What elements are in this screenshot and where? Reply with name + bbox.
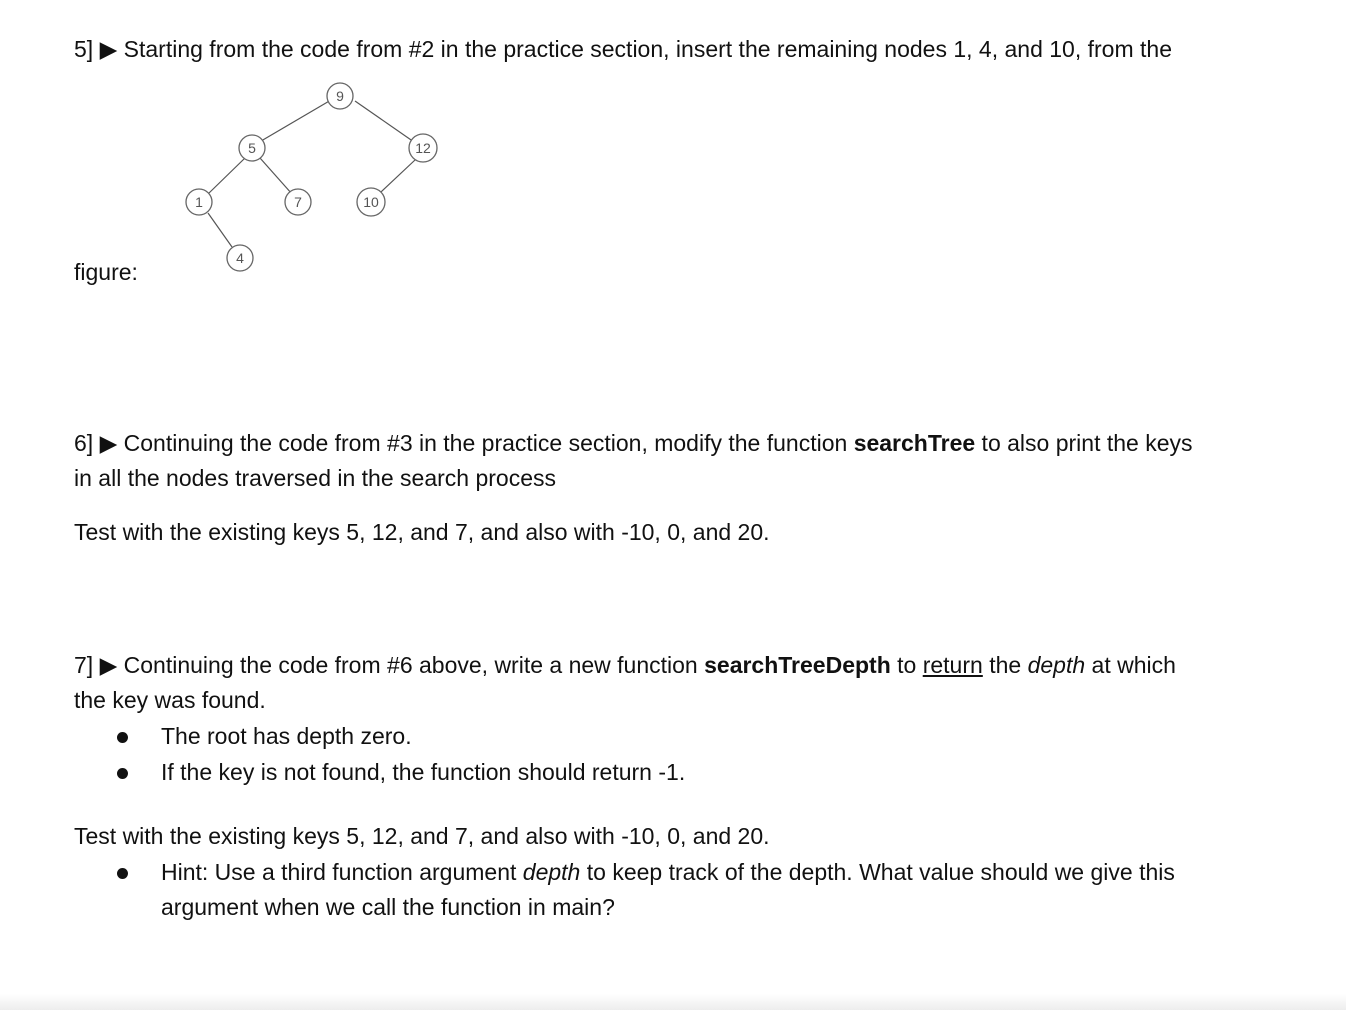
bullet-icon [117, 768, 128, 779]
tree-node-12 [409, 134, 437, 162]
q7-text-line1 [74, 650, 1176, 680]
tree-node-label: 1 [195, 194, 203, 210]
q7-prefix: 7] ▶ Continuing the code from #6 above, write a new function [74, 652, 705, 678]
tree-edge-9-5 [256, 100, 331, 144]
tree-node-9 [327, 83, 353, 109]
tree-node-5 [239, 135, 265, 161]
q7-bullet-2: If the key is not found, the function should return -1. [161, 759, 686, 785]
tree-node-10 [357, 188, 385, 216]
tree-node-4 [227, 245, 253, 271]
q6-suffix: to also print the keys [975, 430, 1193, 456]
q7-function-name: searchTreeDepth [704, 652, 891, 678]
tree-node-label: 5 [248, 140, 256, 156]
tree-edge-1-4 [208, 213, 232, 247]
q7-hint-suffix: to keep track of the depth. What value should we give this [580, 859, 1175, 885]
binary-search-tree-figure [170, 76, 450, 276]
q6-text-line1 [74, 428, 1193, 458]
q6-test-line: Test with the existing keys 5, 12, and 7, and also with -10, 0, and 20. [74, 519, 770, 545]
tree-node-label: 9 [336, 88, 344, 104]
tree-node-7 [285, 189, 311, 215]
q6-function-name: searchTree [853, 430, 976, 456]
q7-depth-italic: depth [1027, 652, 1086, 678]
q7-bullet-1: The root has depth zero. [161, 723, 412, 749]
q7-hint-prefix: Hint: Use a third function argument [161, 859, 523, 885]
q7-to: to [890, 652, 923, 678]
tree-node-label: 10 [363, 194, 379, 210]
q7-hint-line1 [161, 857, 1175, 887]
q7-hint-line2: argument when we call the function in main? [161, 894, 615, 920]
q5-figure-label: figure: [74, 259, 138, 285]
q7-text-line2: the key was found. [74, 687, 266, 713]
q6-text-line2: in all the nodes traversed in the search process [74, 465, 556, 491]
bullet-icon [117, 868, 128, 879]
tree-node-label: 7 [294, 194, 302, 210]
tree-edge-12-10 [381, 160, 415, 192]
tree-node-label: 12 [415, 140, 431, 156]
q7-hint-depth-italic: depth [522, 859, 581, 885]
tree-edge-5-7 [260, 158, 292, 194]
tree-edge-5-1 [208, 158, 245, 194]
q7-the: the [982, 652, 1028, 678]
tree-node-label: 4 [236, 250, 244, 266]
q7-test-line: Test with the existing keys 5, 12, and 7, and also with -10, 0, and 20. [74, 823, 770, 849]
q7-at-which: at which [1085, 652, 1176, 678]
q5-text-line1: 5] ▶ Starting from the code from #2 in the practice section, insert the remaining nodes 1, 4, and 10, from the [74, 36, 1172, 62]
q6-prefix: 6] ▶ Continuing the code from #3 in the practice section, modify the function [74, 430, 854, 456]
bullet-icon [117, 732, 128, 743]
tree-node-1 [186, 189, 212, 215]
tree-edge-9-12 [355, 101, 414, 142]
q7-return-underlined: return [922, 652, 983, 678]
page-bottom-edge [0, 994, 1346, 1010]
